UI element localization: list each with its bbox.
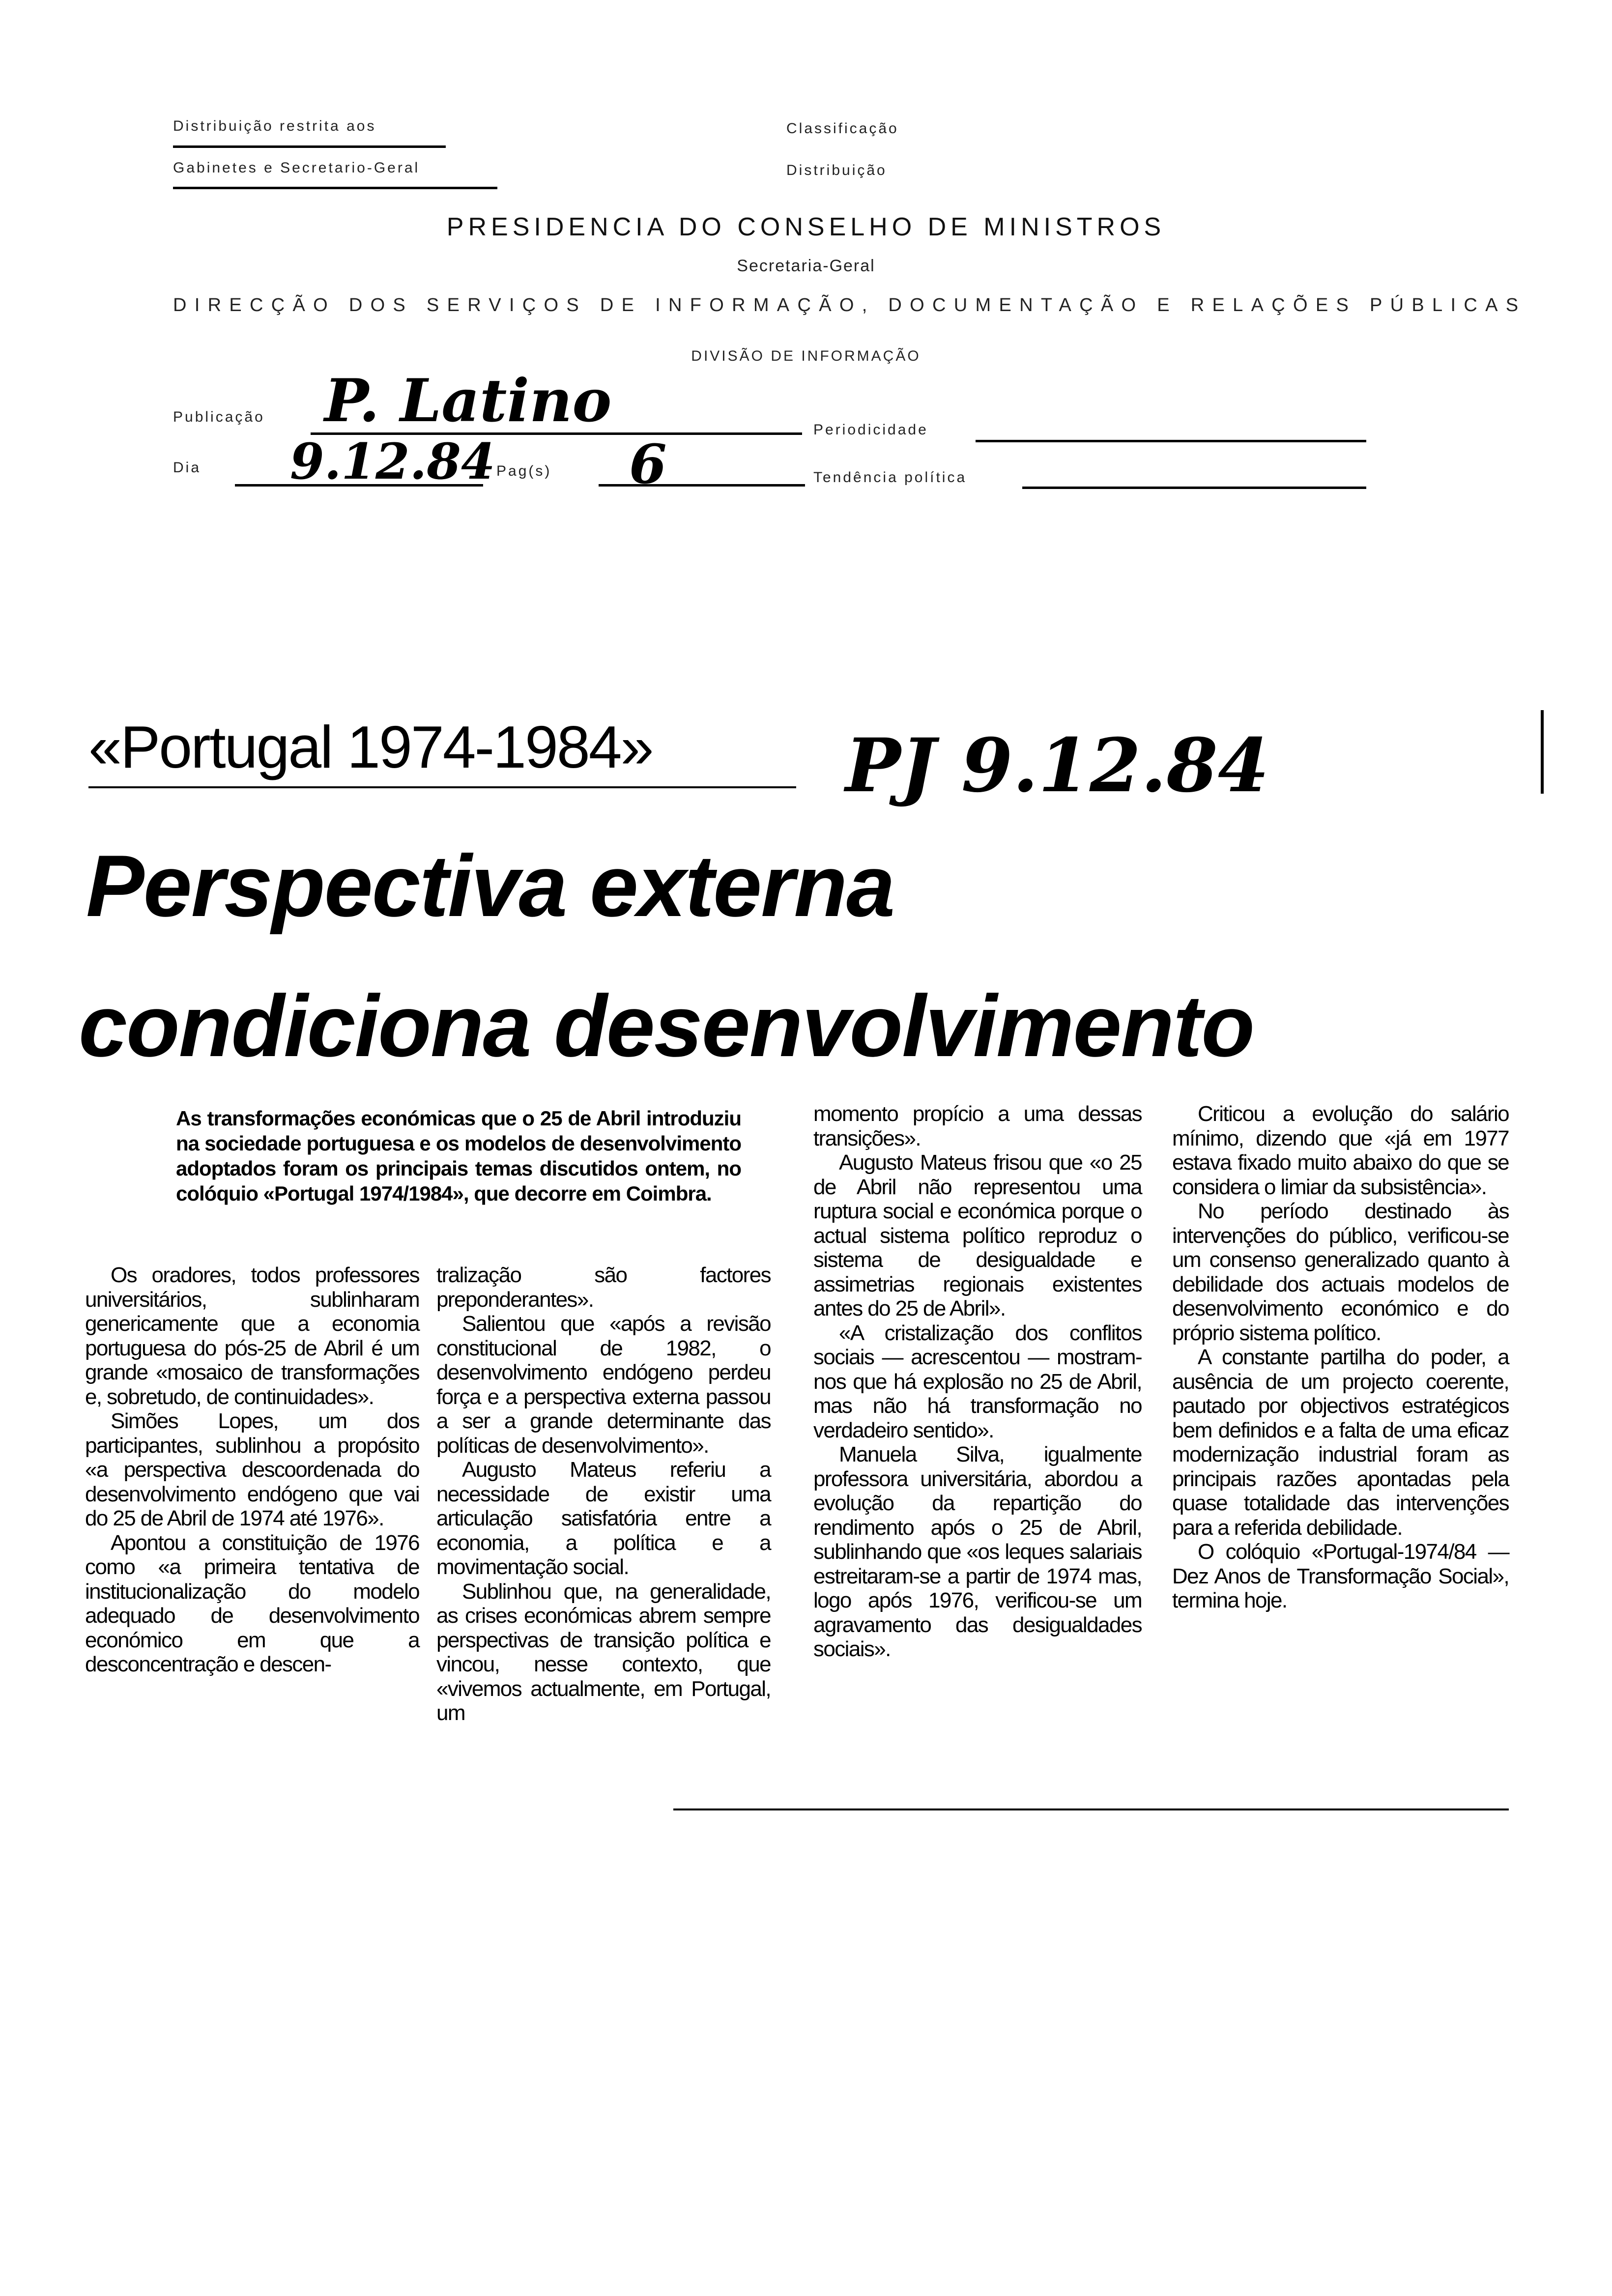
political-tendency-line bbox=[1022, 487, 1366, 489]
day-handwritten: 9.12.84 bbox=[290, 432, 495, 490]
kicker-underline bbox=[88, 786, 796, 788]
article-column-2 bbox=[436, 1263, 771, 1725]
paragraph: Sublinhou que, na generalidade, as crises económicas abrem sempre perspectivas de transição política e vincou, nesse contexto, que «vivemos actualmente, em Portugal, um bbox=[436, 1579, 771, 1725]
paragraph: O colóquio «Portugal-1974/84 — Dez Anos de Transformação Social», termina hoje. bbox=[1172, 1540, 1509, 1612]
paragraph: Manuela Silva, igualmente professora universitária, abordou a evolução da repartição do rendimento após o 25 de Abril, sublinhando que «os leques salariais estreitaram-se a partir de 1974 mas, logo após 1976, verificou-se um agravamento das desigualdades sociais». bbox=[813, 1442, 1142, 1661]
divider bbox=[173, 145, 446, 148]
distribution-restricted-label: Distribuição restrita aos bbox=[173, 118, 376, 134]
divider bbox=[173, 187, 497, 189]
margin-mark bbox=[1541, 710, 1544, 794]
article-column-3 bbox=[813, 1102, 1142, 1662]
secretariat: Secretaria-Geral bbox=[737, 257, 875, 275]
paragraph: Apontou a constituição de 1976 como «a primeira tentativa de institucionalização do modelo adequado de desenvolvimento económico em que a desconcentração e descen- bbox=[85, 1530, 419, 1676]
pages-line bbox=[599, 484, 805, 487]
lead-paragraph: As transformações económicas que o 25 de Abril introduziu na sociedade portuguesa e os modelos de desenvolvimento adoptados foram os principais temas discutidos ontem, no colóquio «Portugal 1974/1984», que decorre em Coimbra. bbox=[176, 1107, 741, 1205]
division: DIVISÃO DE INFORMAÇÃO bbox=[691, 348, 921, 364]
paragraph: Augusto Mateus frisou que «o 25 de Abril não representou uma ruptura social e económica porque o actual sistema político reproduz o sistema de desigualdade e assimetrias regionais existentes antes do 25 de Abril». bbox=[813, 1150, 1142, 1320]
paragraph: Criticou a evolução do salário mínimo, dizendo que «já em 1977 estava fixado muito abaixo do que se considera o limiar da subsistência». bbox=[1172, 1102, 1509, 1199]
publication-label: Publicação bbox=[173, 409, 265, 425]
pages-label: Pag(s) bbox=[496, 463, 552, 479]
paragraph: Augusto Mateus referiu a necessidade de existir uma articulação satisfatória entre a economia, a política e a movimentação social. bbox=[436, 1458, 771, 1579]
day-line bbox=[235, 484, 483, 487]
paragraph: A constante partilha do poder, a ausência de um projecto coerente, pautado por objectivos estratégicos bem definidos e a falta de uma eficaz modernização industrial foram as principais razões apontadas pela quase totalidade das intervenções para a referida debilidade. bbox=[1172, 1345, 1509, 1540]
periodicity-line bbox=[976, 440, 1366, 442]
paragraph: Simões Lopes, um dos participantes, sublinhou a propósito «a perspectiva descoordenada do desenvolvimento endógeno que vai do 25 de Abril de 1974 até 1976». bbox=[85, 1409, 419, 1530]
institution-title: PRESIDENCIA DO CONSELHO DE MINISTROS bbox=[446, 213, 1166, 241]
political-tendency-label: Tendência política bbox=[813, 469, 967, 486]
periodicity-label: Periodicidade bbox=[813, 422, 928, 438]
paragraph: Os oradores, todos professores universitários, sublinharam genericamente que a economia portuguesa do pós-25 de Abril é um grande «mosaico de transformações e, sobretudo, de continuidades». bbox=[85, 1263, 419, 1409]
headline-line2: condiciona desenvolvimento bbox=[79, 977, 1254, 1075]
publication-handwritten: P. Latino bbox=[324, 366, 612, 435]
paragraph: momento propício a uma dessas transições». bbox=[813, 1102, 1142, 1150]
paragraph: Salientou que «após a revisão constitucional de 1982, o desenvolvimento endógeno perdeu força e a perspectiva externa passou a ser a grande determinante das políticas de desenvolvimento». bbox=[436, 1312, 771, 1458]
distribution-label: Distribuição bbox=[786, 162, 887, 178]
headline-line1: Perspectiva externa bbox=[86, 837, 894, 935]
article-column-1 bbox=[85, 1263, 419, 1677]
distribution-restricted-value: Gabinetes e Secretario-Geral bbox=[173, 160, 420, 176]
paragraph: No período destinado às intervenções do público, verificou-se um consenso generalizado quanto à debilidade dos actuais modelos de desenvolvimento económico e do próprio sistema político. bbox=[1172, 1199, 1509, 1345]
kicker: «Portugal 1974-1984» bbox=[88, 714, 653, 780]
directorate: DIRECÇÃO DOS SERVIÇOS DE INFORMAÇÃO, DOCUMENTAÇÃO E RELAÇÕES PÚBLICAS bbox=[173, 295, 1526, 316]
pages-handwritten: 6 bbox=[629, 432, 667, 496]
bottom-rule bbox=[673, 1808, 1509, 1810]
paragraph: «A cristalização dos conflitos sociais — acrescentou — mostram-nos que há explosão no 25 de Abril, mas não há transformação no verdadeiro sentido». bbox=[813, 1320, 1142, 1442]
handwritten-note: PJ 9.12.84 bbox=[845, 722, 1269, 809]
article-column-4 bbox=[1172, 1102, 1509, 1613]
day-label: Dia bbox=[173, 459, 202, 476]
classification-label: Classificação bbox=[786, 120, 899, 137]
paragraph: tralização são factores preponderantes». bbox=[436, 1263, 771, 1312]
